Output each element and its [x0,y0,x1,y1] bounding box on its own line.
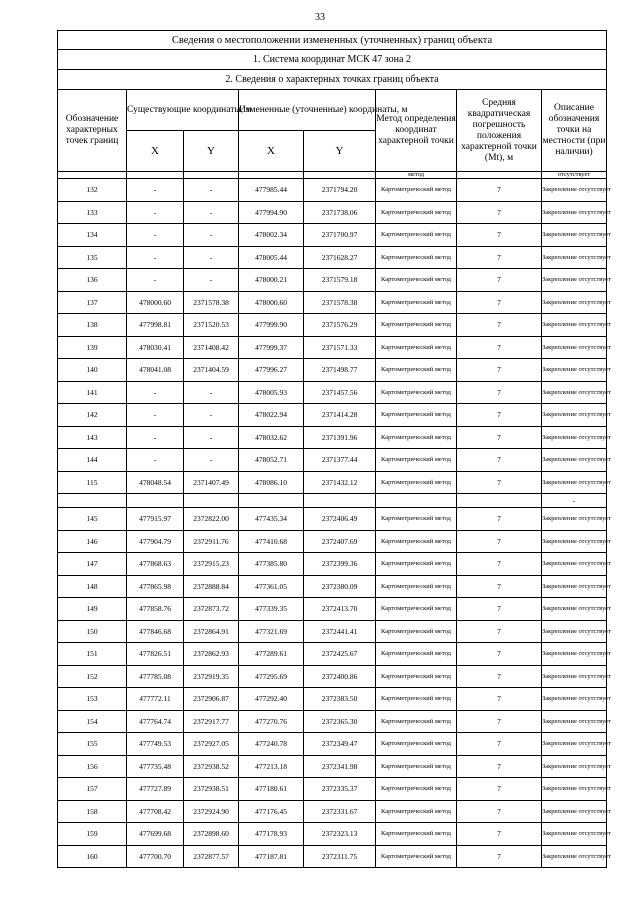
method: Картометрический метод [376,179,457,202]
continuation-method: метод [376,172,457,179]
changed-x: 477321.69 [239,620,304,643]
existing-y: 2372864.91 [184,620,239,643]
changed-y: 2372323.13 [304,823,376,846]
header-description: Описание обозначения точки на местности (при наличии) [542,90,607,172]
existing-x: 477858.76 [127,598,184,621]
changed-y: 2372349.47 [304,733,376,756]
table-row [58,620,607,643]
table-row [58,733,607,756]
changed-x: 477178.93 [239,823,304,846]
method: Картометрический метод [376,269,457,292]
error-value: 7 [457,733,542,756]
error-value: 7 [457,845,542,868]
method: Картометрический метод [376,426,457,449]
point-description: Закрепление отсутствует [542,359,607,382]
changed-y: 2371738.06 [304,201,376,224]
existing-x: 477749.53 [127,733,184,756]
header-method: Метод определения координат характерной точки [376,90,457,172]
point-id: 147 [58,553,127,576]
changed-y: 2372400.86 [304,665,376,688]
boundary-points-table [57,30,612,868]
table-row [58,426,607,449]
existing-y: 2371404.59 [184,359,239,382]
point-id: 155 [58,733,127,756]
changed-x: 477994.90 [239,201,304,224]
existing-y: - [184,381,239,404]
existing-x: 478030.41 [127,336,184,359]
header-changed-x: X [239,131,304,172]
point-description: Закрепление отсутствует [542,553,607,576]
point-description: Закрепление отсутствует [542,710,607,733]
changed-x: 478022.94 [239,404,304,427]
existing-x: 477998.81 [127,314,184,337]
header-changed-coordinates: Измененные (уточненные) координаты, м [239,90,376,131]
point-id: 154 [58,710,127,733]
table-row [58,598,607,621]
changed-x: 477240.78 [239,733,304,756]
table-row [58,800,607,823]
method: Картометрический метод [376,291,457,314]
point-description: Закрепление отсутствует [542,471,607,494]
method: Картометрический метод [376,845,457,868]
changed-y: 2371391.96 [304,426,376,449]
error-value: 7 [457,179,542,202]
method: Картометрический метод [376,404,457,427]
existing-x: 477846.68 [127,620,184,643]
point-id: 148 [58,575,127,598]
header-existing-coordinates: Существующие координаты, м [127,90,239,131]
changed-x: 478000.21 [239,269,304,292]
point-id: 132 [58,179,127,202]
changed-x: 478032.62 [239,426,304,449]
existing-x: 477764.74 [127,710,184,733]
error-value: 7 [457,688,542,711]
changed-x: 477176.45 [239,800,304,823]
existing-x: 477708.42 [127,800,184,823]
changed-x: 477289.61 [239,643,304,666]
existing-x: - [127,224,184,247]
changed-x: 478005.44 [239,246,304,269]
existing-x: 477735.48 [127,755,184,778]
changed-y: 2371578.38 [304,291,376,314]
point-description: Закрепление отсутствует [542,620,607,643]
error-value: 7 [457,778,542,801]
error-value: 7 [457,665,542,688]
method: Картометрический метод [376,359,457,382]
existing-y: - [184,269,239,292]
changed-x: 477180.61 [239,778,304,801]
changed-x: 477295.69 [239,665,304,688]
existing-y: 2372938.52 [184,755,239,778]
error-value: 7 [457,710,542,733]
changed-x: 478052.71 [239,449,304,472]
changed-x: 477187.81 [239,845,304,868]
method: Картометрический метод [376,246,457,269]
error-value: 7 [457,359,542,382]
existing-y: 2372924.90 [184,800,239,823]
error-value: 7 [457,381,542,404]
existing-y: - [184,426,239,449]
method: Картометрический метод [376,553,457,576]
error-value: 7 [457,426,542,449]
changed-x: 478002.34 [239,224,304,247]
changed-x: 477985.44 [239,179,304,202]
existing-y: 2372938.51 [184,778,239,801]
point-id: 140 [58,359,127,382]
point-description: Закрепление отсутствует [542,643,607,666]
existing-y: 2372906.87 [184,688,239,711]
point-description: Закрепление отсутствует [542,800,607,823]
point-id: 156 [58,755,127,778]
continuation-description: отсутствует [542,172,607,179]
changed-x: 478000.60 [239,291,304,314]
method: Картометрический метод [376,381,457,404]
point-id: 133 [58,201,127,224]
existing-x: - [127,449,184,472]
method: Картометрический метод [376,710,457,733]
table-row [58,449,607,472]
method: Картометрический метод [376,336,457,359]
changed-x: 477292.40 [239,688,304,711]
table-row [58,404,607,427]
table-row [58,381,607,404]
changed-y: 2372341.98 [304,755,376,778]
table-row [58,688,607,711]
point-id: 146 [58,530,127,553]
method: Картометрический метод [376,508,457,531]
method: Картометрический метод [376,665,457,688]
changed-x: 477270.76 [239,710,304,733]
page-number: 33 [315,12,325,23]
method: Картометрический метод [376,823,457,846]
table-row [58,269,607,292]
existing-x: - [127,404,184,427]
changed-x: 477435.34 [239,508,304,531]
point-description: Закрепление отсутствует [542,823,607,846]
method: Картометрический метод [376,224,457,247]
changed-y: 2372399.36 [304,553,376,576]
error-value: 7 [457,471,542,494]
point-id: 135 [58,246,127,269]
table-row [58,643,607,666]
existing-x: - [127,269,184,292]
table-row [58,508,607,531]
table-row [58,823,607,846]
existing-x: 477868.63 [127,553,184,576]
existing-x: 477915.97 [127,508,184,531]
point-description: Закрепление отсутствует [542,269,607,292]
point-id: 153 [58,688,127,711]
existing-x: 477700.70 [127,845,184,868]
error-value: 7 [457,620,542,643]
changed-y: 2372380.09 [304,575,376,598]
changed-y: 2371377.44 [304,449,376,472]
point-id: 158 [58,800,127,823]
existing-x: - [127,426,184,449]
existing-y: 2372915.23 [184,553,239,576]
point-description: Закрепление отсутствует [542,508,607,531]
header-error: Средняя квадратическая погрешность положения характерной точки (Mt), м [457,90,542,172]
existing-y: - [184,449,239,472]
existing-x: 477772.11 [127,688,184,711]
error-value: 7 [457,201,542,224]
changed-x: 478086.10 [239,471,304,494]
error-value: 7 [457,291,542,314]
changed-x: 477385.80 [239,553,304,576]
point-description: Закрепление отсутствует [542,665,607,688]
changed-y: 2371414.28 [304,404,376,427]
separator-description: - [542,494,607,508]
point-description: Закрепление отсутствует [542,688,607,711]
table-row [58,575,607,598]
changed-y: 2372407.69 [304,530,376,553]
point-id: 134 [58,224,127,247]
changed-y: 2371498.77 [304,359,376,382]
changed-y: 2372406.49 [304,508,376,531]
method: Картометрический метод [376,688,457,711]
point-description: Закрепление отсутствует [542,598,607,621]
table-row [58,201,607,224]
error-value: 7 [457,575,542,598]
existing-y: 2372911.76 [184,530,239,553]
error-value: 7 [457,314,542,337]
table-row [58,553,607,576]
existing-x: 477865.98 [127,575,184,598]
error-value: 7 [457,224,542,247]
point-description: Закрепление отсутствует [542,426,607,449]
error-value: 7 [457,508,542,531]
existing-y: - [184,404,239,427]
method: Картометрический метод [376,449,457,472]
point-description: Закрепление отсутствует [542,381,607,404]
existing-y: 2372927.05 [184,733,239,756]
changed-y: 2372383.50 [304,688,376,711]
method: Картометрический метод [376,201,457,224]
point-description: Закрепление отсутствует [542,575,607,598]
table-row [58,314,607,337]
table-row [58,530,607,553]
existing-y: - [184,224,239,247]
point-id: 160 [58,845,127,868]
table-row [58,179,607,202]
changed-x: 477339.35 [239,598,304,621]
changed-y: 2371700.97 [304,224,376,247]
error-value: 7 [457,598,542,621]
error-value: 7 [457,530,542,553]
error-value: 7 [457,404,542,427]
changed-x: 477410.68 [239,530,304,553]
changed-y: 2372331.67 [304,800,376,823]
existing-y: 2372917.77 [184,710,239,733]
changed-y: 2371579.18 [304,269,376,292]
method: Картометрический метод [376,800,457,823]
table-row [58,778,607,801]
existing-y: 2372898.60 [184,823,239,846]
point-id: 141 [58,381,127,404]
point-id: 151 [58,643,127,666]
point-description: Закрепление отсутствует [542,201,607,224]
point-id: 144 [58,449,127,472]
point-description: Закрепление отсутствует [542,404,607,427]
point-description: Закрепление отсутствует [542,845,607,868]
point-id: 139 [58,336,127,359]
error-value: 7 [457,246,542,269]
existing-x: 477699.68 [127,823,184,846]
existing-y: - [184,246,239,269]
separator-row [58,494,607,508]
error-value: 7 [457,336,542,359]
existing-y: 2371407.49 [184,471,239,494]
changed-y: 2372311.75 [304,845,376,868]
existing-y: 2372862.93 [184,643,239,666]
method: Картометрический метод [376,778,457,801]
existing-y: - [184,201,239,224]
header-existing-x: X [127,131,184,172]
changed-y: 2371571.33 [304,336,376,359]
changed-y: 2371432.12 [304,471,376,494]
point-description: Закрепление отсутствует [542,179,607,202]
method: Картометрический метод [376,471,457,494]
point-description: Закрепление отсутствует [542,314,607,337]
existing-y: 2371408.42 [184,336,239,359]
table-row [58,710,607,733]
point-id: 143 [58,426,127,449]
changed-x: 477996.27 [239,359,304,382]
table-row [58,755,607,778]
point-id: 137 [58,291,127,314]
existing-y: 2372919.35 [184,665,239,688]
point-id: 115 [58,471,127,494]
point-id: 138 [58,314,127,337]
point-id: 159 [58,823,127,846]
changed-y: 2372441.41 [304,620,376,643]
method: Картометрический метод [376,314,457,337]
point-id: 136 [58,269,127,292]
point-description: Закрепление отсутствует [542,733,607,756]
coordinate-system-heading: 1. Система координат МСК 47 зона 2 [58,50,607,70]
method: Картометрический метод [376,733,457,756]
method: Картометрический метод [376,575,457,598]
method: Картометрический метод [376,530,457,553]
point-description: Закрепление отсутствует [542,291,607,314]
characteristic-points-heading: 2. Сведения о характерных точках границ объекта [58,70,607,90]
point-id: 157 [58,778,127,801]
existing-y: - [184,179,239,202]
header-changed-y: Y [304,131,376,172]
point-description: Закрепление отсутствует [542,246,607,269]
existing-x: 478041.08 [127,359,184,382]
error-value: 7 [457,823,542,846]
error-value: 7 [457,269,542,292]
method: Картометрический метод [376,620,457,643]
existing-x: 477904.79 [127,530,184,553]
changed-y: 2372425.67 [304,643,376,666]
point-id: 152 [58,665,127,688]
changed-y: 2371457.56 [304,381,376,404]
table-row [58,471,607,494]
point-description: Закрепление отсутствует [542,336,607,359]
error-value: 7 [457,449,542,472]
existing-x: - [127,201,184,224]
existing-x: 478000.60 [127,291,184,314]
changed-x: 478005.93 [239,381,304,404]
point-description: Закрепление отсутствует [542,755,607,778]
existing-x: 477826.51 [127,643,184,666]
existing-y: 2372877.57 [184,845,239,868]
changed-y: 2371628.27 [304,246,376,269]
existing-y: 2372822.00 [184,508,239,531]
point-description: Закрепление отсутствует [542,778,607,801]
point-description: Закрепление отсутствует [542,449,607,472]
table-row [58,224,607,247]
existing-y: 2372888.84 [184,575,239,598]
table-row [58,336,607,359]
changed-x: 477361.05 [239,575,304,598]
existing-x: - [127,246,184,269]
existing-x: - [127,179,184,202]
point-description: Закрепление отсутствует [542,530,607,553]
error-value: 7 [457,643,542,666]
method: Картометрический метод [376,643,457,666]
point-id: 150 [58,620,127,643]
method: Картометрический метод [376,598,457,621]
existing-x: 477727.89 [127,778,184,801]
error-value: 7 [457,800,542,823]
changed-x: 477213.18 [239,755,304,778]
point-id: 149 [58,598,127,621]
changed-y: 2372365.30 [304,710,376,733]
changed-x: 477999.90 [239,314,304,337]
table-title: Сведения о местоположении измененных (уточненных) границ объекта [58,31,607,50]
table-row [58,291,607,314]
changed-y: 2372335.37 [304,778,376,801]
changed-x: 477999.37 [239,336,304,359]
error-value: 7 [457,755,542,778]
point-id: 142 [58,404,127,427]
table-row [58,665,607,688]
changed-y: 2372413.70 [304,598,376,621]
changed-y: 2371576.29 [304,314,376,337]
existing-x: 478048.54 [127,471,184,494]
changed-y: 2371794.20 [304,179,376,202]
table-row [58,359,607,382]
point-id: 145 [58,508,127,531]
existing-x: - [127,381,184,404]
existing-x: 477785.08 [127,665,184,688]
existing-y: 2371578.38 [184,291,239,314]
error-value: 7 [457,553,542,576]
existing-y: 2371520.53 [184,314,239,337]
table-row [58,845,607,868]
method: Картометрический метод [376,755,457,778]
table-row [58,246,607,269]
header-existing-y: Y [184,131,239,172]
continuation-row [58,172,607,179]
header-designation: Обозначение характерных точек границ [58,90,127,172]
existing-y: 2372873.72 [184,598,239,621]
point-description: Закрепление отсутствует [542,224,607,247]
